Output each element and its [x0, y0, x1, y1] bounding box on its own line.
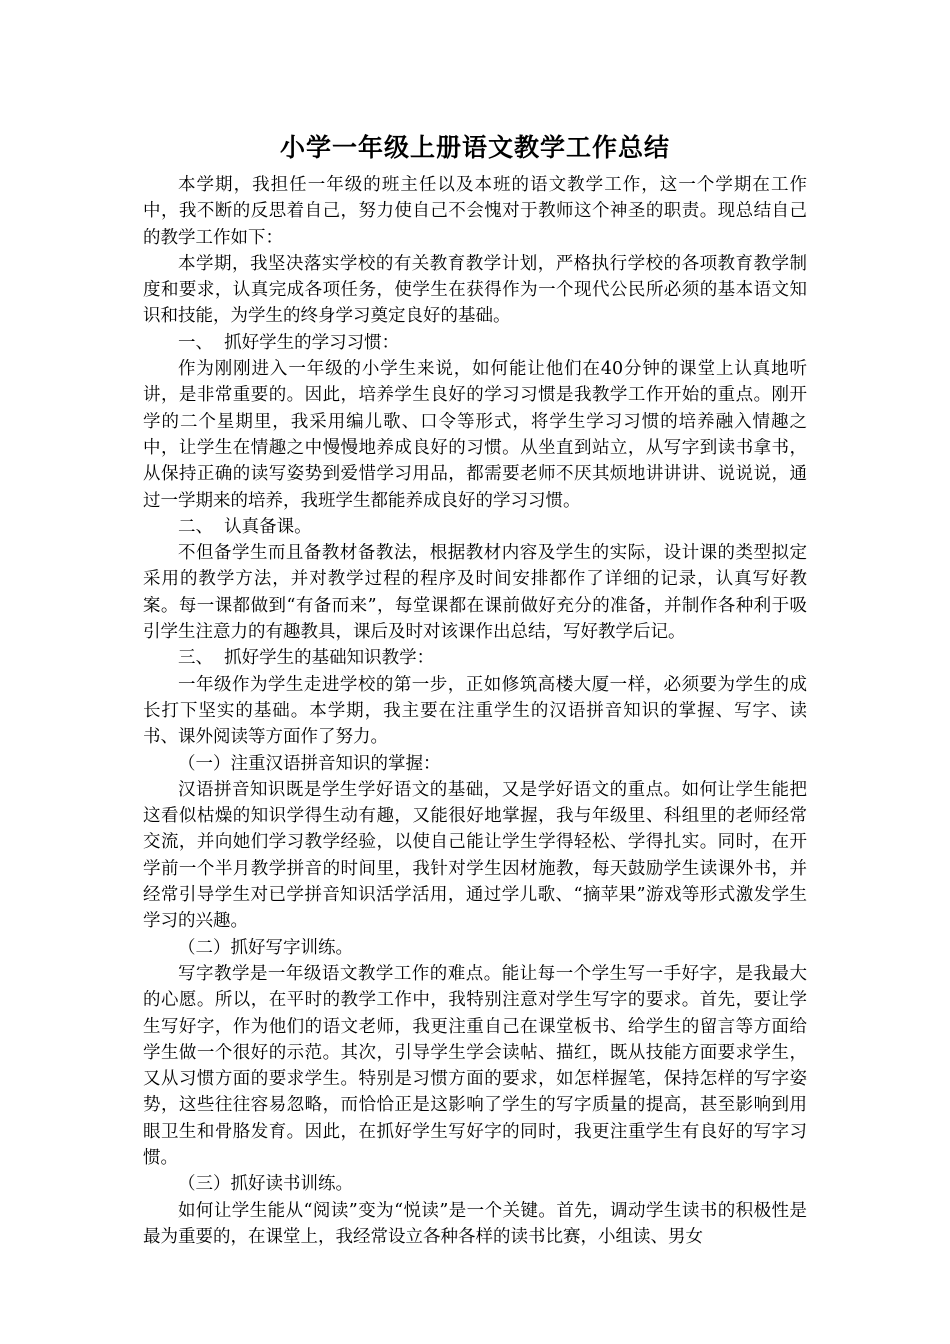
document-title: 小学一年级上册语文教学工作总结 [279, 133, 670, 162]
subsection-heading-pinyin: （一）注重汉语拼音知识的掌握： [178, 753, 441, 774]
paragraph-reading: 如何让学生能从“阅读”变为“悦读”是一个关键。首先，调动学生读书的积极性是最为重要的，在课堂上，我经常设立各种各样的读书比赛，小组读、男女 [143, 1200, 807, 1247]
paragraph-plan: 本学期，我坚决落实学校的有关教育教学计划，严格执行学校的各项教育教学制度和要求，认真完成各项任务，使学生在获得作为一个现代公民所必须的基本语文知识和技能，为学生的终身学习奠定良好的基础。 [143, 253, 807, 327]
paragraph-intro: 本学期，我担任一年级的班主任以及本班的语文教学工作，这一个学期在工作中，我不断的反思着自己，努力使自己不会愧对于教师这个神圣的职责。现总结自己的教学工作如下： [143, 175, 807, 248]
section-heading-2: 二、 认真备课。 [178, 516, 312, 537]
paragraph-habits: 作为刚刚进入一年级的小学生来说，如何能让他们在40分钟的课堂上认真地听讲，是非常重要的。因此，培养学生良好的学习习惯是我教学工作开始的重点。刚开学的二个星期里，我采用编儿歌、口令等形式，将学生学习习惯的培养融入情趣之中，让学生在情趣之中慢慢地养成良好的习惯。从坐直到站立，从写字到读书拿书，从保持正确的读写姿势到爱惜学习用品，都需要老师不厌其烦地讲讲讲、说说说，通过一学期来的培养，我班学生都能养成良好的学习习惯。 [143, 359, 807, 511]
section-heading-1: 一、 抓好学生的学习习惯： [178, 332, 400, 353]
paragraph-writing: 写字教学是一年级语文教学工作的难点。能让每一个学生写一手好字，是我最大的心愿。所以，在平时的教学工作中，我特别注意对学生写字的要求。首先，要让学生写好字，作为他们的语文老师，我更注重自己在课堂板书、给学生的留言等方面给学生做一个很好的示范。其次，引导学生学会读帖、描红，既从技能方面要求学生，又从习惯方面的要求学生。特别是习惯方面的要求，如怎样握笔，保持怎样的写字姿势，这些往往容易忽略，而恰恰正是这影响了学生的写字质量的提高，甚至影响到用眼卫生和骨胳发育。因此，在抓好学生写好字的同时，我更注重学生有良好的写字习惯。 [143, 963, 807, 1168]
document-page [143, 128, 807, 1250]
paragraph-pinyin: 汉语拼音知识既是学生学好语文的基础，又是学好语文的重点。如何让学生能把这看似枯燥的知识学得生动有趣，又能很好地掌握，我与年级里、科组里的老师经常交流，并向她们学习教学经验，以使自己能让学生学得轻松、学得扎实。同时，在开学前一个半月教学拼音的时间里，我针对学生因材施教，每天鼓励学生读课外书，并经常引导学生对已学拼音知识活学活用，通过学儿歌、“摘苹果”游戏等形式激发学生学习的兴趣。 [143, 779, 807, 932]
subsection-heading-writing: （二）抓好写字训练。 [178, 937, 353, 958]
section-heading-3: 三、 抓好学生的基础知识教学： [178, 648, 435, 669]
paragraph-basics: 一年级作为学生走进学校的第一步，正如修筑高楼大厦一样，必须要为学生的成长打下坚实的基础。本学期，我主要在注重学生的汉语拼音知识的掌握、写字、读书、课外阅读等方面作了努力。 [143, 674, 807, 748]
paragraph-lesson-prep: 不但备学生而且备教材备教法，根据教材内容及学生的实际，设计课的类型拟定采用的教学方法，并对教学过程的程序及时间安排都作了详细的记录，认真写好教案。每一课都做到“有备而来”，每堂课都在课前做好充分的准备，并制作各种利于吸引学生注意力的有趣教具，课后及时对该课作出总结，写好教学后记。 [143, 543, 807, 643]
subsection-heading-reading: （三）抓好读书训练。 [178, 1174, 353, 1195]
